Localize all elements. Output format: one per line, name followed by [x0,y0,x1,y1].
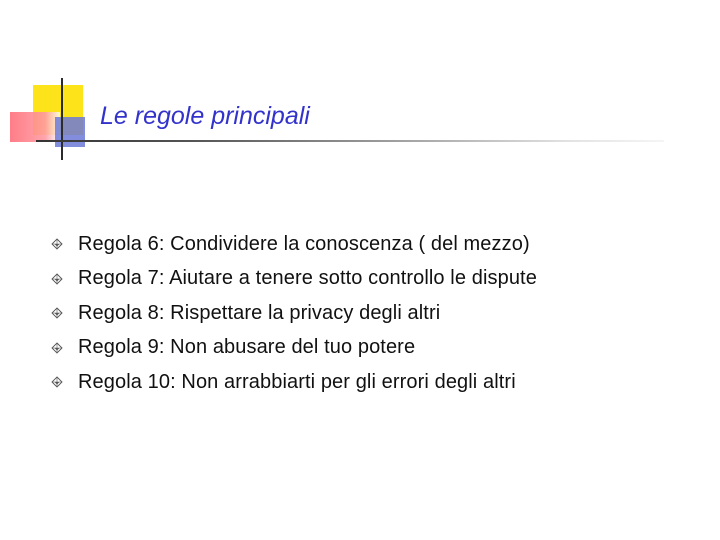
list-item [50,365,537,400]
bullet-list [50,227,537,400]
list-item [50,227,537,262]
diamond-arrow-bullet-icon [50,307,78,319]
list-item [50,296,537,331]
bullet-text: Regola 6: Condividere la conoscenza ( del mezzo) [78,232,530,255]
bullet-text: Regola 8: Rispettare la privacy degli altri [78,301,441,324]
bullet-text: Regola 10: Non arrabbiarti per gli errori degli altri [78,370,516,393]
bullet-text: Regola 9: Non abusare del tuo potere [78,336,416,359]
diamond-arrow-bullet-icon [50,238,78,250]
title-underline [36,140,664,142]
list-item [50,262,537,297]
logo-vertical-line [61,78,63,160]
logo-red-bar [10,112,60,142]
diamond-arrow-bullet-icon [50,342,78,354]
logo-blue-square [55,117,85,147]
diamond-arrow-bullet-icon [50,273,78,285]
diamond-arrow-bullet-icon [50,376,78,388]
list-item [50,331,537,366]
slide-title: Le regole principali [100,102,310,130]
bullet-text: Regola 7: Aiutare a tenere sotto controllo le dispute [78,267,537,290]
